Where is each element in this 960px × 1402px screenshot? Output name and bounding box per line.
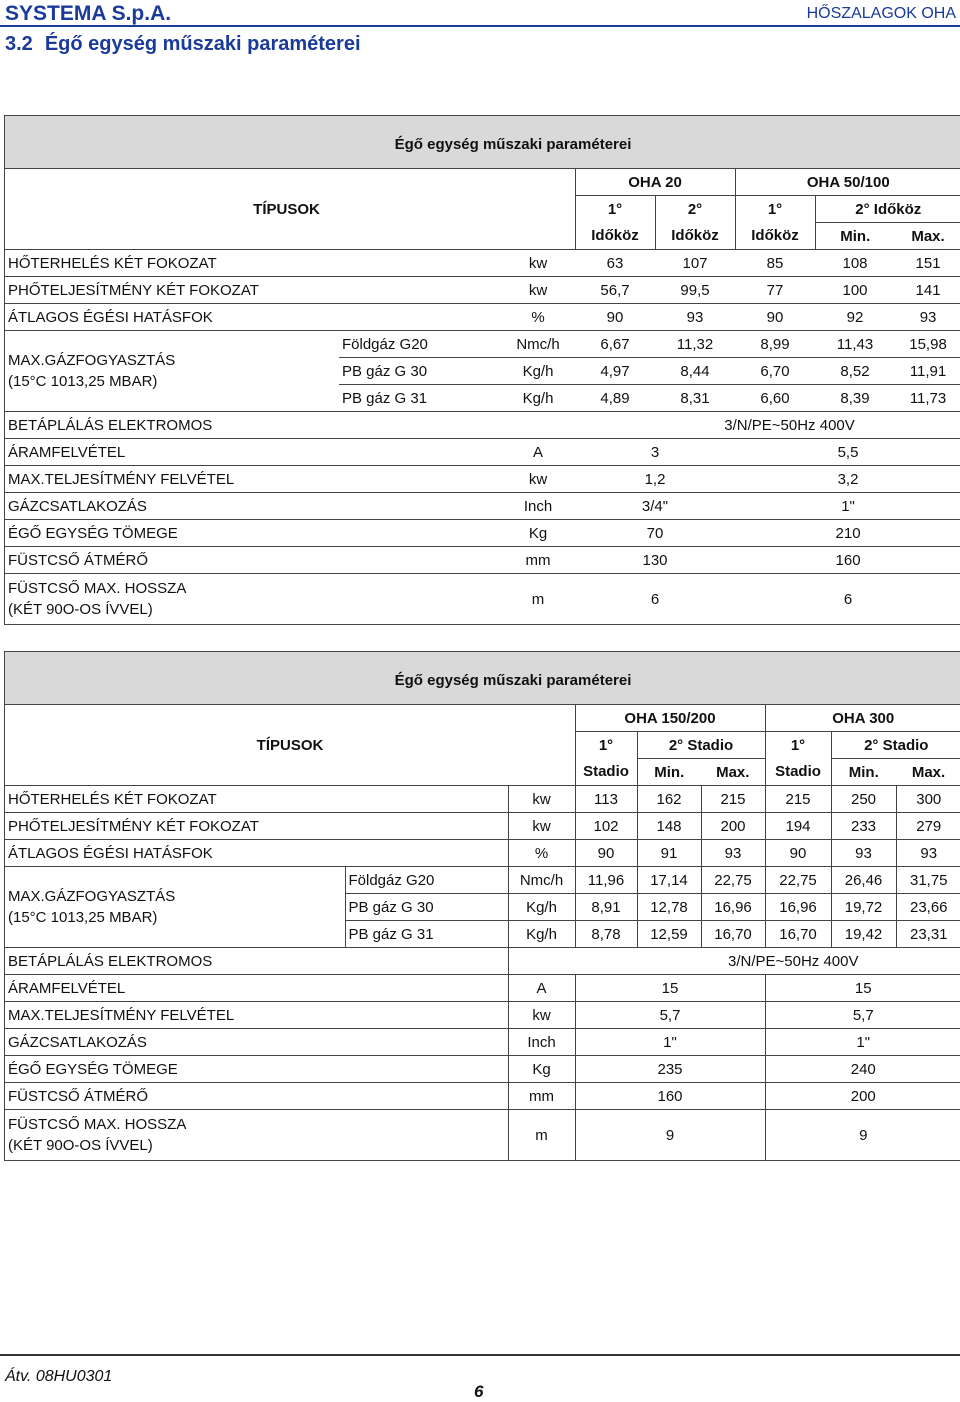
interval-header: Időköz: [655, 223, 735, 250]
table-row: PHŐTELJESÍTMÉNY KÉT FOKOZAT kw 56,7 99,5 77 100 141: [5, 277, 960, 304]
max-header: Max.: [896, 759, 960, 786]
table-row: PHŐTELJESÍTMÉNY KÉT FOKOZAT kw 102 148 200 194 233 279: [5, 813, 960, 840]
min-header: Min.: [815, 223, 895, 250]
types-header: TÍPUSOK: [5, 705, 508, 786]
table-row: ÁTLAGOS ÉGÉSI HATÁSFOK % 90 93 90 92 93: [5, 304, 960, 331]
stage2-header: 2° Stadio: [831, 732, 960, 759]
stage-header: Stadio: [575, 759, 637, 786]
section-number: 3.2: [5, 33, 33, 55]
table-row: BETÁPLÁLÁS ELEKTROMOS 3/N/PE~50Hz 400V: [5, 412, 960, 439]
table-row: ÁTLAGOS ÉGÉSI HATÁSFOK % 90 91 93 90 93 93: [5, 840, 960, 867]
gas-consumption-label: MAX.GÁZFOGYASZTÁS (15°C 1013,25 MBAR): [5, 331, 339, 412]
table-row: HŐTERHELÉS KÉT FOKOZAT kw 63 107 85 108 151: [5, 250, 960, 277]
table-row: BETÁPLÁLÁS ELEKTROMOS 3/N/PE~50Hz 400V: [5, 948, 960, 975]
table-row: FÜSTCSŐ ÁTMÉRŐ mm 160 200: [5, 1083, 960, 1110]
table-row: MAX.GÁZFOGYASZTÁS (15°C 1013,25 MBAR) Földgáz G20 Nmc/h 11,96 17,14 22,75 22,75 26,46 31,75: [5, 867, 960, 894]
footer-divider: [0, 1354, 960, 1356]
table-row: FÜSTCSŐ MAX. HOSSZA (KÉT 90O-OS ÍVVEL) m 9 9: [5, 1110, 960, 1161]
stage-header: Stadio: [765, 759, 831, 786]
table-row: ÉGŐ EGYSÉG TÖMEGE Kg 235 240: [5, 1056, 960, 1083]
stage2-header: 2°: [655, 196, 735, 223]
table-row: ÁRAMFELVÉTEL A 3 5,5: [5, 439, 960, 466]
table-banner: [5, 652, 960, 705]
table-row: MAX.TELJESÍTMÉNY FELVÉTEL kw 1,2 3,2: [5, 466, 960, 493]
min-header: Min.: [637, 759, 701, 786]
table-row: PB gáz G 30 Kg/h 4,97 8,44 6,70 8,52 11,91: [5, 358, 960, 385]
table-banner-title: Égő egység műszaki paraméterei: [394, 136, 632, 153]
gas-consumption-label: MAX.GÁZFOGYASZTÁS (15°C 1013,25 MBAR): [5, 867, 345, 948]
stage2-header: 2° Időköz: [815, 196, 960, 223]
max-header: Max.: [701, 759, 765, 786]
table-row: FÜSTCSŐ ÁTMÉRŐ mm 130 160: [5, 547, 960, 574]
document-type: HŐSZALAGOK OHA: [806, 5, 956, 22]
min-header: Min.: [831, 759, 896, 786]
table-row: GÁZCSATLAKOZÁS Inch 3/4" 1": [5, 493, 960, 520]
stage1-header: 1°: [735, 196, 815, 223]
table-row: ÁRAMFELVÉTEL A 15 15: [5, 975, 960, 1002]
types-header: TÍPUSOK: [5, 169, 501, 250]
burner-spec-table-1: [4, 115, 960, 625]
stage2-header: 2° Stadio: [637, 732, 765, 759]
spec-table: [5, 705, 960, 1160]
section-heading: [5, 33, 361, 56]
model-header-oha50-100: OHA 50/100: [735, 169, 960, 196]
model-header-oha150-200: OHA 150/200: [575, 705, 765, 732]
table-row: MAX.GÁZFOGYASZTÁS (15°C 1013,25 MBAR) Földgáz G20 Nmc/h 6,67 11,32 8,99 11,43 15,98: [5, 331, 960, 358]
table-row: HŐTERHELÉS KÉT FOKOZAT kw 113 162 215 215 250 300: [5, 786, 960, 813]
page-header: [0, 0, 960, 64]
table-row: MAX.TELJESÍTMÉNY FELVÉTEL kw 5,7 5,7: [5, 1002, 960, 1029]
interval-header: Időköz: [735, 223, 815, 250]
table-row: FÜSTCSŐ MAX. HOSSZA (KÉT 90O-OS ÍVVEL) m 6 6: [8, 580, 853, 618]
table-row: PB gáz G 31 Kg/h 4,89 8,31 6,60 8,39 11,73: [5, 385, 960, 412]
stage1-header: 1°: [575, 196, 655, 223]
interval-header: Időköz: [575, 223, 655, 250]
approval-number: Átv. 08HU0301: [5, 1368, 113, 1385]
model-header-oha300: OHA 300: [765, 705, 960, 732]
table-banner-title: Égő egység műszaki paraméterei: [394, 672, 632, 689]
table-banner: [5, 116, 960, 169]
burner-spec-table-2: [4, 651, 960, 1161]
stage1-header: 1°: [765, 732, 831, 759]
section-title: Égő egység műszaki paraméterei: [44, 33, 361, 55]
max-header: Max.: [895, 223, 960, 250]
spec-table: [5, 169, 960, 624]
table-row: GÁZCSATLAKOZÁS Inch 1" 1": [5, 1029, 960, 1056]
table-row: PB gáz G 30 Kg/h 8,91 12,78 16,96 16,96 19,72 23,66: [5, 894, 960, 921]
page-number: 6: [474, 1382, 484, 1401]
table-row: ÉGŐ EGYSÉG TÖMEGE Kg 70 210: [5, 520, 960, 547]
company-name: SYSTEMA S.p.A.: [5, 2, 172, 25]
stage1-header: 1°: [575, 732, 637, 759]
model-header-oha20: OHA 20: [575, 169, 735, 196]
table-row: PB gáz G 31 Kg/h 8,78 12,59 16,70 16,70 19,42 23,31: [5, 921, 960, 948]
header-divider: [0, 25, 960, 27]
